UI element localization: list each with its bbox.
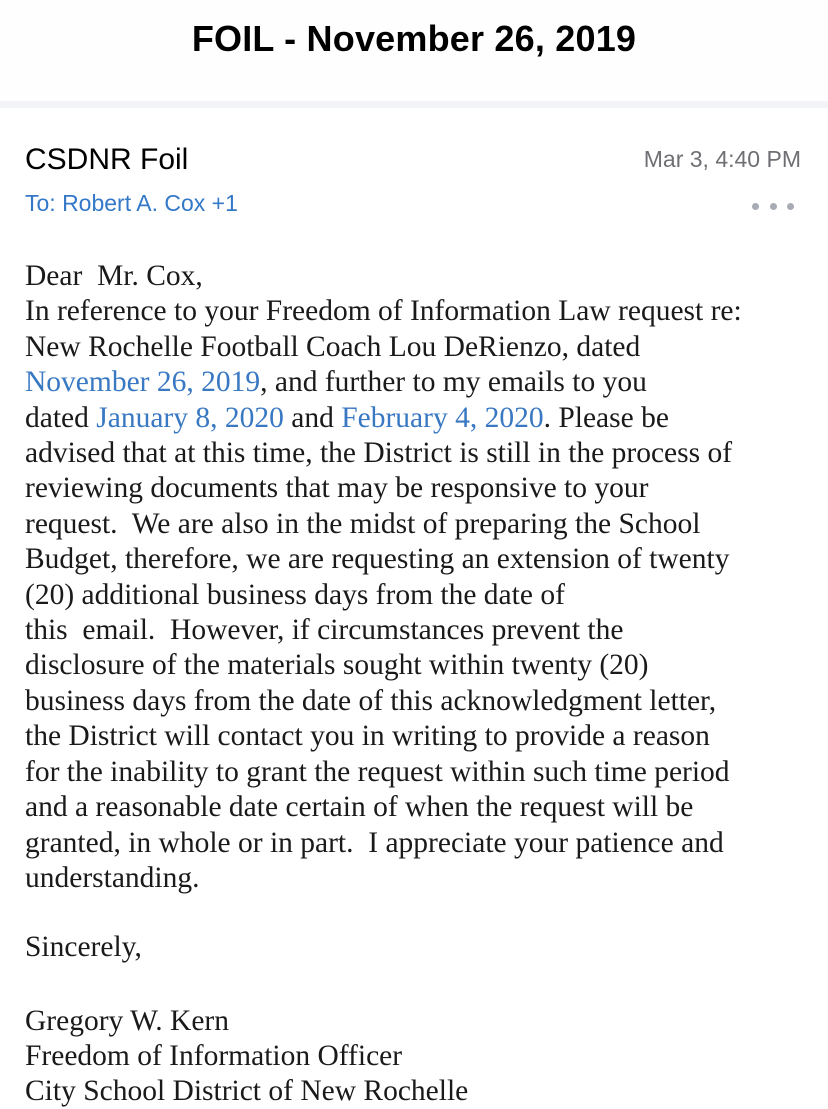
email-subject: FOIL - November 26, 2019 <box>191 18 637 59</box>
body-line: disclosure of the materials sought within twenty (20) <box>25 649 649 682</box>
body-line: reviewing documents that may be responsive to your <box>25 472 649 505</box>
date-link-feb-4-2020[interactable]: February 4, 2020 <box>341 401 544 434</box>
ellipsis-icon[interactable] <box>752 201 794 211</box>
body-line: understanding. <box>25 861 200 894</box>
signature-org: City School District of New Rochelle <box>25 1075 469 1107</box>
body-line: business days from the date of this acknowledgment letter, <box>25 684 717 717</box>
sent-date: Mar 3, 4:40 PM <box>643 146 801 172</box>
ellipsis-dot <box>770 203 777 210</box>
date-link-nov-26-2019[interactable]: November 26, 2019 <box>25 366 261 399</box>
body-text-fragment: , and further to my emails to you <box>260 366 647 399</box>
closing-line: Sincerely, <box>25 931 142 963</box>
ellipsis-dot <box>752 203 759 210</box>
signature-title: Freedom of Information Officer <box>25 1040 403 1072</box>
body-line: Budget, therefore, we are requesting an extension of twenty <box>25 543 730 576</box>
body-line: Dear Mr. Cox, <box>25 260 203 292</box>
body-text-fragment: and <box>283 401 342 434</box>
date-link-jan-8-2020[interactable]: January 8, 2020 <box>96 401 284 434</box>
body-line <box>25 365 815 400</box>
body-line: request. We are also in the midst of preparing the School <box>25 507 701 540</box>
email-body <box>25 259 815 896</box>
recipient-line[interactable]: To: Robert A. Cox +1 <box>25 190 238 216</box>
header-divider <box>0 101 828 108</box>
body-line: the District will contact you in writing to provide a reason <box>25 720 710 753</box>
header-bar <box>0 0 828 101</box>
body-line: In reference to your Freedom of Information Law request re: <box>25 295 742 328</box>
body-line: (20) additional business days from the date of <box>25 578 565 611</box>
body-text-fragment: . Please be <box>543 401 669 434</box>
ellipsis-dot <box>787 203 794 210</box>
sender-name[interactable]: CSDNR Foil <box>25 143 189 176</box>
body-line: for the inability to grant the request within such time period <box>25 755 730 788</box>
signature-name: Gregory W. Kern <box>25 1005 229 1037</box>
body-line: and a reasonable date certain of when the request will be <box>25 791 694 824</box>
body-line <box>25 401 815 436</box>
body-line: this email. However, if circumstances prevent the <box>25 614 624 647</box>
body-line: New Rochelle Football Coach Lou DeRienzo, dated <box>25 330 641 363</box>
body-text-fragment: dated <box>25 401 97 434</box>
body-line: advised that at this time, the District is still in the process of <box>25 437 733 470</box>
body-line: granted, in whole or in part. I appreciate your patience and <box>25 826 724 859</box>
